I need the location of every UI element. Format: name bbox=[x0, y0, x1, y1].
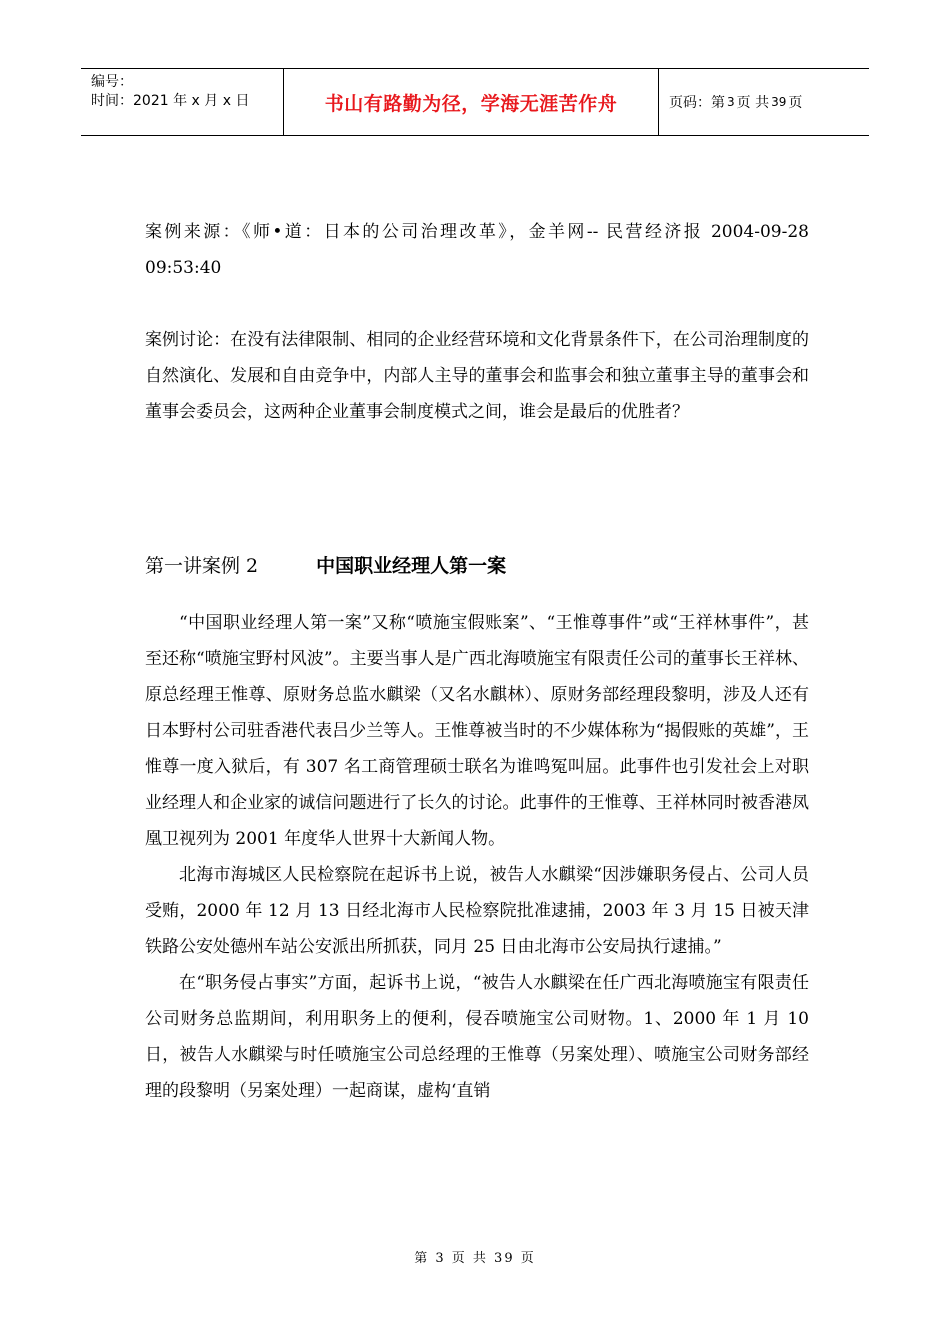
page-number: 3 bbox=[727, 95, 735, 109]
motto: 书山有路勤为径，学海无涯苦作舟 bbox=[324, 92, 618, 115]
page-header bbox=[81, 68, 869, 136]
page-mid: 页 共 bbox=[736, 95, 770, 111]
code-label: 编号： bbox=[91, 74, 133, 90]
case-discussion: 案例讨论：在没有法律限制、相同的企业经营环境和文化背景条件下，在公司治理制度的自然演化、发展和自由竞争中，内部人主导的董事会和监事会和独立董事主导的董事会和董事会委员会，这两种企业董事会制度模式之间，谁会是最后的优胜者？ bbox=[145, 330, 809, 422]
section-label: 第一讲案例 2 bbox=[145, 555, 259, 577]
header-meta bbox=[81, 69, 283, 135]
section-heading bbox=[145, 548, 506, 584]
case-source: 案例来源：《师•道：日本的公司治理改革》，金羊网-- 民营经济报 2004-09-28 09:53:40 bbox=[145, 222, 809, 278]
page-total: 39 bbox=[771, 95, 787, 109]
header-motto-cell bbox=[283, 69, 659, 135]
discussion-block bbox=[145, 322, 809, 430]
page-suffix: 页 bbox=[788, 95, 803, 111]
header-page-info bbox=[659, 69, 869, 135]
body-paragraph-1: “中国职业经理人第一案”又称“喷施宝假账案”、“王惟尊事件”或“王祥林事件”，甚至还称“喷施宝野村风波”。主要当事人是广西北海喷施宝有限责任公司的董事长王祥林、原总经理王惟尊、原财务总监水麒梁（又名水麒林）、原财务部经理段黎明，涉及人还有日本野村公司驻香港代表吕少兰等人。王惟尊被当时的不少媒体称为“揭假账的英雄”，王惟尊一度入狱后，有 307 名工商管理硕士联名为谁鸣冤叫屈。此事件也引发社会上对职业经理人和企业家的诚信问题进行了长久的讨论。此事件的王惟尊、王祥林同时被香港凤凰卫视列为 2001 年度华人世界十大新闻人物。 bbox=[145, 613, 809, 849]
body-paragraph-2: 北海市海城区人民检察院在起诉书上说，被告人水麒梁“因涉嫌职务侵占、公司人员受贿，2000 年 12 月 13 日经北海市人民检察院批准逮捕，2003 年 3 月 15 日被天津铁路公安处德州车站公安派出所抓获，同月 25 日由北海市公安局执行逮捕。” bbox=[145, 865, 809, 957]
case-body bbox=[145, 605, 809, 1109]
time-label: 时间：2021 年 x 月 x 日 bbox=[91, 93, 250, 109]
section-title: 中国职业经理人第一案 bbox=[316, 555, 507, 577]
page-footer: 第 3 页 共 39 页 bbox=[414, 1251, 536, 1266]
source-block bbox=[145, 214, 809, 286]
page-prefix: 页码：第 bbox=[669, 95, 725, 111]
body-paragraph-3: 在“职务侵占事实”方面，起诉书上说，“被告人水麒梁在任广西北海喷施宝有限责任公司财务总监期间，利用职务上的便利，侵吞喷施宝公司财物。1、2000 年 1 月 10 日，被告人水麒梁与时任喷施宝公司总经理的王惟尊（另案处理）、喷施宝公司财务部经理的段黎明（另案处理）一起商谋，虚构‘直销 bbox=[145, 973, 809, 1101]
